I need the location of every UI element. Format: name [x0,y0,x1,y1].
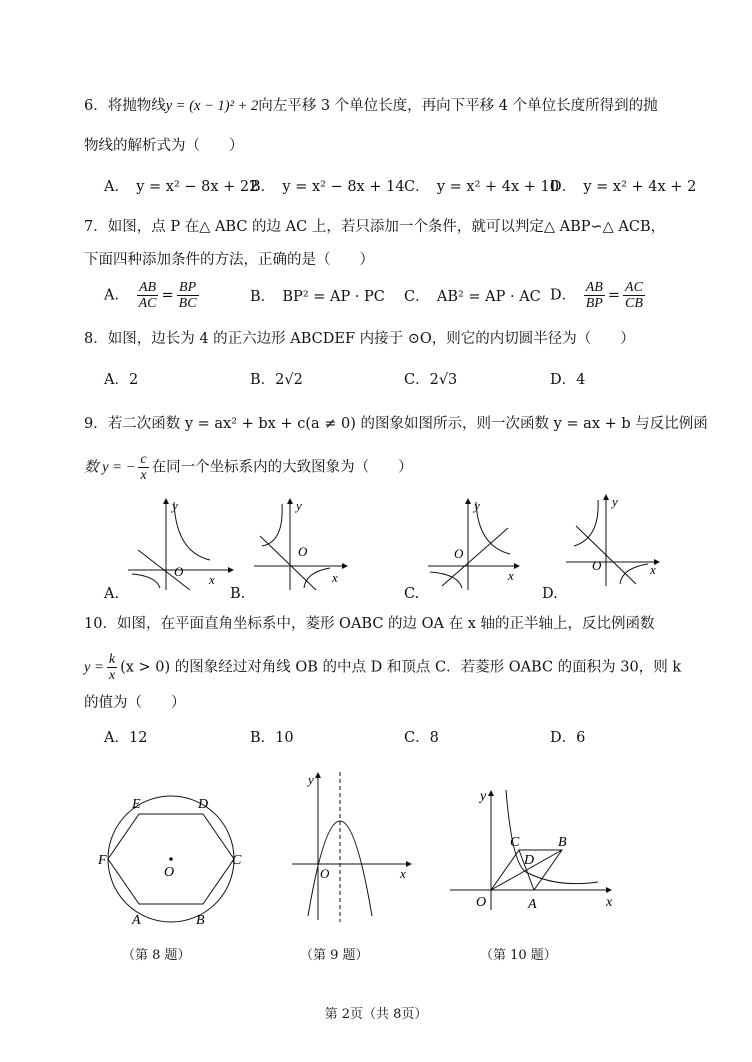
fig9-o: O [320,866,330,881]
q9-c-y: y [474,498,480,513]
q6-text: 6．将抛物线 [84,98,166,114]
q7-option-a: A． $\frac{AB}{AC}$ = $\frac{BP}{BC}$ [104,280,197,311]
q9-a-y: y [172,498,178,513]
q9-c-x: x [508,568,514,583]
q10-option-b: B．10 [250,730,294,746]
q9-graph-c [424,496,534,592]
fig9-caption: （第 9 题） [300,948,369,963]
q10-frac-den: x [108,668,116,683]
q8-option-a: A．2 [104,372,139,388]
q7-a-frac2 [177,280,199,311]
q7-d-n1: AB [585,280,603,295]
q7-a-d1: AC [138,296,157,311]
q9-c-o: O [454,546,464,561]
q9-graph-d [562,492,674,588]
q9-option-a-label: A. [104,586,120,602]
q9-line2-post: 在同一个坐标系内的大致图象为（ ） [151,459,413,476]
q9-d-y: y [612,494,618,509]
q6-option-b: B． y = x² − 8x + 14 [250,179,405,195]
q6-line2: 物线的解析式为（ ） [84,138,244,154]
hex-label-f: F [98,853,107,868]
fig10-rhombus [446,784,626,914]
hex-label-e: E [132,797,141,812]
q8-line1: 8．如图，边长为 4 的正六边形 ABCDEF 内接于 ⊙O，则它的内切圆半径为（ ） [84,331,635,347]
fig9-parabola [288,766,418,924]
q9-option-b-label: B. [230,586,246,602]
q9-line2-pre: 数 y = − [84,459,136,476]
q9-frac-num: c [140,452,147,467]
q7-line2: 下面四种添加条件的方法，正确的是（ ） [84,252,374,268]
fig10-a: A [528,897,537,912]
fig9-y: y [308,772,314,787]
q9-d-x: x [650,562,656,577]
q9-option-c-label: C. [404,586,420,602]
fig10-y: y [480,789,487,804]
q10-line2-pre: y = [84,659,104,676]
q7-a-n2: BP [177,280,199,296]
fig10-o: O [476,895,487,910]
fig9-x: x [400,866,406,881]
hex-label-b: B [196,913,205,928]
q6-option-d: D． y = x² + 4x + 2 [550,179,697,195]
fig10-c: C [510,835,520,850]
q10-line1: 10．如图，在平面直角坐标系中，菱形 OABC 的边 OA 在 x 轴的正半轴上，反比例函数 [84,616,655,632]
q9-b-y: y [296,498,302,513]
q6-formula: y = (x − 1)² + 2 [165,98,259,114]
q7-d-d2: CB [625,296,643,311]
q10-option-c: C．8 [404,730,439,746]
fig10-d: D [524,853,535,868]
q8-option-c: C．2√3 [404,372,458,388]
q7-a-n1: AB [137,280,159,296]
q7-d-n2: AC [625,280,643,295]
q9-frac-den: x [140,468,147,483]
q7-option-b: B． BP² = AP · PC [250,289,385,305]
q6-text-post: 向左平移 3 个单位长度，再向下平移 4 个单位长度所得到的抛 [258,98,658,114]
q7-d-frac1 [584,280,605,311]
q9-a-o: O [174,564,184,579]
q10-frac-num: k [108,652,116,667]
q6-option-a: A． y = x² − 8x + 22 [104,179,259,195]
q7-a-label: A． [104,287,129,304]
q6-line1 [84,96,658,116]
q7-a-d2: BC [178,296,197,311]
q9-graph-a [124,496,234,592]
q9-b-o: O [298,544,308,559]
fig10-b: B [558,835,567,850]
q9-line2 [84,452,413,483]
hex-label-c: C [232,853,242,868]
hex-label-o: O [164,865,175,880]
fig8-caption: （第 8 题） [122,948,191,963]
q10-option-d: D．6 [550,730,586,746]
q10-line2 [84,652,681,683]
q7-a-frac1 [137,280,159,311]
q7-option-c: C． AB² = AP · AC [404,289,541,305]
hex-label-a: A [132,913,141,928]
hex-label-d: D [198,797,209,812]
q10-frac [107,652,117,683]
q9-line1: 9．若二次函数 y = ax² + bx + c(a ≠ 0) 的图象如图所示，则一次函数 y = ax + b 与反比例函 [84,416,708,432]
q8-option-d: D．4 [550,372,586,388]
q7-line1: 7．如图，点 P 在△ ABC 的边 AC 上，若只添加一个条件，就可以判定△ ABP∽△ ACB， [84,219,666,235]
fig10-x: x [606,895,613,910]
fig8-hexagon [92,790,252,930]
q10-line2-post: (x > 0) 的图象经过对角线 OB 的中点 D 和顶点 C．若菱形 OABC 的面积为 30，则 k [120,659,682,676]
q8-option-b: B．2√2 [250,372,303,388]
q7-option-d: D． $\frac{AB}{BP}$ = $\frac{AC}{CB}$ [550,280,643,311]
q9-frac [138,452,148,483]
q9-d-o: O [592,558,602,573]
q9-option-d-label: D. [542,586,558,602]
q9-b-x: x [332,570,338,585]
q7-d-label: D． [550,287,577,304]
q9-graph-b [250,496,360,592]
q10-option-a: A．12 [104,730,148,746]
q7-d-frac2 [623,280,645,311]
q10-line3: 的值为（ ） [84,695,186,711]
fig10-caption: （第 10 题） [480,948,557,963]
q7-d-d1: BP [585,296,603,311]
q9-a-x: x [209,572,215,587]
q6-option-c: C． y = x² + 4x + 10 [404,179,559,195]
page-footer: 第 2页（共 8页） [324,1007,428,1022]
